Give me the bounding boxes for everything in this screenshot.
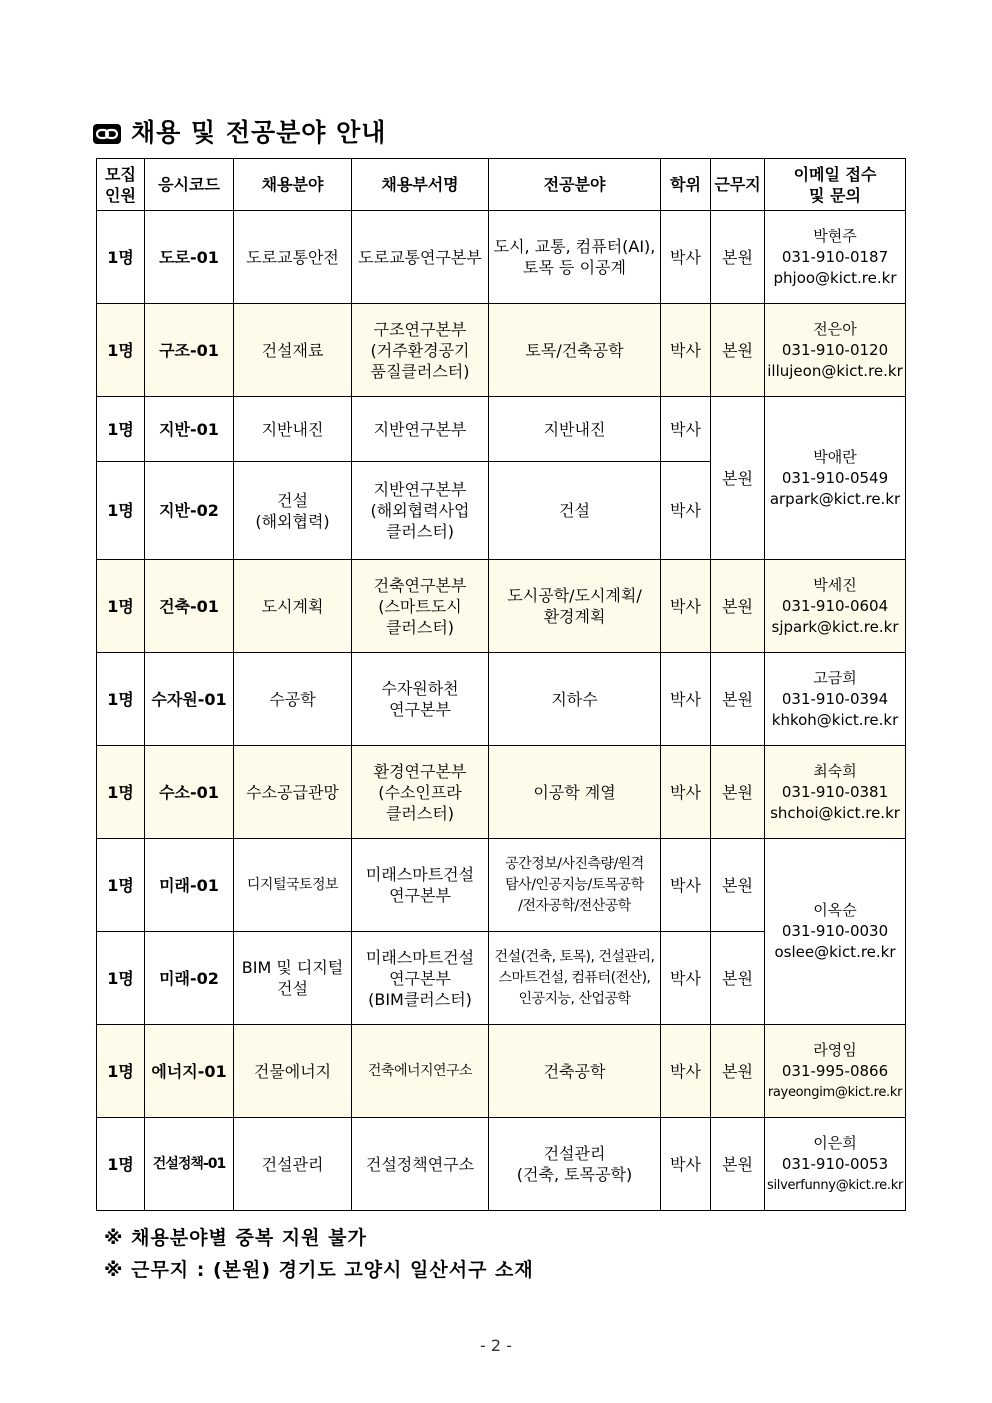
cell-count: 1명 — [97, 839, 145, 932]
cell-code: 미래-02 — [145, 932, 234, 1025]
cell-field: 건설재료 — [234, 304, 352, 397]
cell-count: 1명 — [97, 397, 145, 462]
header-degree: 학위 — [661, 159, 711, 211]
cell-location: 본원 — [711, 304, 765, 397]
cell-field: 건설 (해외협력) — [234, 462, 352, 560]
cell-degree: 박사 — [661, 462, 711, 560]
contact-email[interactable]: arpark@kict.re.kr — [769, 489, 901, 508]
cell-code: 지반-01 — [145, 397, 234, 462]
cell-location: 본원 — [711, 932, 765, 1025]
cell-degree: 박사 — [661, 746, 711, 839]
cell-field: 수공학 — [234, 653, 352, 746]
cell-field: 건설관리 — [234, 1118, 352, 1211]
header-count: 모집 인원 — [97, 159, 145, 211]
cell-contact-merged: 박애란 031-910-0549 arpark@kict.re.kr — [765, 397, 906, 560]
cell-location: 본원 — [711, 1025, 765, 1118]
cell-field: 수소공급관망 — [234, 746, 352, 839]
cell-dept: 구조연구본부 (거주환경공기 품질클러스터) — [352, 304, 489, 397]
cell-dept: 미래스마트건설 연구본부 (BIM클러스터) — [352, 932, 489, 1025]
table-row — [97, 397, 906, 462]
cell-major: 지반내진 — [489, 397, 661, 462]
contact-email[interactable]: khkoh@kict.re.kr — [771, 710, 899, 729]
cell-dept: 건축에너지연구소 — [352, 1025, 489, 1118]
cell-major: 공간정보/사진측량/원격 탐사/인공지능/토목공학 /전자공학/전산공학 — [489, 839, 661, 932]
cell-code: 수자원-01 — [145, 653, 234, 746]
cell-contact: 최숙희 031-910-0381 shchoi@kict.re.kr — [765, 746, 906, 839]
cell-code: 수소-01 — [145, 746, 234, 839]
cell-field: 도시계획 — [234, 560, 352, 653]
cell-location: 본원 — [711, 560, 765, 653]
cell-contact: 전은아 031-910-0120 illujeon@kict.re.kr — [765, 304, 906, 397]
cell-major: 도시, 교통, 컴퓨터(AI), 토목 등 이공계 — [489, 211, 661, 304]
cell-contact: 이은희 031-910-0053 silverfunny@kict.re.kr — [765, 1118, 906, 1211]
cell-location: 본원 — [711, 839, 765, 932]
cell-count: 1명 — [97, 211, 145, 304]
cell-contact: 박세진 031-910-0604 sjpark@kict.re.kr — [765, 560, 906, 653]
table-row — [97, 839, 906, 932]
contact-email[interactable]: rayeongim@kict.re.kr — [767, 1084, 903, 1100]
cell-dept: 지반연구본부 — [352, 397, 489, 462]
cell-code: 구조-01 — [145, 304, 234, 397]
table-row — [97, 1118, 906, 1211]
table-row — [97, 304, 906, 397]
cell-code: 건축-01 — [145, 560, 234, 653]
notes — [104, 1222, 534, 1286]
note-location: ※ 근무지 : (본원) 경기도 고양시 일산서구 소재 — [104, 1259, 534, 1281]
contact-email[interactable]: shchoi@kict.re.kr — [770, 803, 900, 822]
cell-major: 토목/건축공학 — [489, 304, 661, 397]
cell-degree: 박사 — [661, 653, 711, 746]
header-field: 채용분야 — [234, 159, 352, 211]
cell-code: 미래-01 — [145, 839, 234, 932]
cell-count: 1명 — [97, 746, 145, 839]
note-duplicate: ※ 채용분야별 중복 지원 불가 — [104, 1227, 367, 1249]
cell-dept: 건설정책연구소 — [352, 1118, 489, 1211]
header-contact: 이메일 접수 및 문의 — [765, 159, 906, 211]
cell-dept: 환경연구본부 (수소인프라 클러스터) — [352, 746, 489, 839]
cell-location: 본원 — [711, 746, 765, 839]
cell-degree: 박사 — [661, 211, 711, 304]
cell-code: 지반-02 — [145, 462, 234, 560]
contact-email[interactable]: silverfunny@kict.re.kr — [766, 1177, 903, 1193]
cell-dept: 도로교통연구본부 — [352, 211, 489, 304]
table-row — [97, 1025, 906, 1118]
header-major: 전공분야 — [489, 159, 661, 211]
cell-major: 건설(건축, 토목), 건설관리, 스마트건설, 컴퓨터(전산), 인공지능, 산업공학 — [489, 932, 661, 1025]
cell-contact: 고금희 031-910-0394 khkoh@kict.re.kr — [765, 653, 906, 746]
cell-location-merged: 본원 — [711, 397, 765, 560]
cell-degree: 박사 — [661, 304, 711, 397]
cell-degree: 박사 — [661, 932, 711, 1025]
cell-field: 지반내진 — [234, 397, 352, 462]
cell-major: 지하수 — [489, 653, 661, 746]
contact-email[interactable]: illujeon@kict.re.kr — [767, 361, 903, 380]
cell-count: 1명 — [97, 1118, 145, 1211]
cell-field: BIM 및 디지털 건설 — [234, 932, 352, 1025]
page-number: - 2 - — [480, 1336, 512, 1355]
cell-count: 1명 — [97, 304, 145, 397]
cell-major: 건설 — [489, 462, 661, 560]
cell-major: 건축공학 — [489, 1025, 661, 1118]
table-row — [97, 211, 906, 304]
cell-code: 도로-01 — [145, 211, 234, 304]
cell-major: 건설관리 (건축, 토목공학) — [489, 1118, 661, 1211]
link-icon — [93, 121, 121, 141]
cell-count: 1명 — [97, 653, 145, 746]
cell-field: 건물에너지 — [234, 1025, 352, 1118]
header-dept: 채용부서명 — [352, 159, 489, 211]
cell-dept: 미래스마트건설 연구본부 — [352, 839, 489, 932]
cell-degree: 박사 — [661, 1025, 711, 1118]
heading-text: 채용 및 전공분야 안내 — [131, 118, 387, 147]
cell-major: 도시공학/도시계획/ 환경계획 — [489, 560, 661, 653]
cell-dept: 건축연구본부 (스마트도시 클러스터) — [352, 560, 489, 653]
cell-contact: 박현주 031-910-0187 phjoo@kict.re.kr — [765, 211, 906, 304]
cell-degree: 박사 — [661, 397, 711, 462]
section-heading — [93, 114, 386, 148]
contact-email[interactable]: phjoo@kict.re.kr — [773, 268, 897, 287]
cell-count: 1명 — [97, 1025, 145, 1118]
contact-email[interactable]: oslee@kict.re.kr — [774, 943, 896, 961]
recruitment-table — [96, 158, 906, 1211]
cell-count: 1명 — [97, 932, 145, 1025]
cell-code: 건설정책-01 — [145, 1118, 234, 1211]
cell-contact: 라영임 031-995-0866 rayeongim@kict.re.kr — [765, 1025, 906, 1118]
cell-code: 에너지-01 — [145, 1025, 234, 1118]
cell-dept: 지반연구본부 (해외협력사업 클러스터) — [352, 462, 489, 560]
cell-count: 1명 — [97, 560, 145, 653]
cell-field: 도로교통안전 — [234, 211, 352, 304]
cell-major: 이공학 계열 — [489, 746, 661, 839]
cell-location: 본원 — [711, 211, 765, 304]
cell-dept: 수자원하천 연구본부 — [352, 653, 489, 746]
table-header-row — [97, 159, 906, 211]
contact-email[interactable]: sjpark@kict.re.kr — [771, 617, 899, 636]
cell-degree: 박사 — [661, 839, 711, 932]
table-row — [97, 746, 906, 839]
cell-contact-merged: 이옥순 031-910-0030 oslee@kict.re.kr — [765, 839, 906, 1025]
header-location: 근무지 — [711, 159, 765, 211]
cell-location: 본원 — [711, 1118, 765, 1211]
table-row — [97, 653, 906, 746]
cell-field: 디지털국토정보 — [234, 839, 352, 932]
table-row — [97, 560, 906, 653]
cell-count: 1명 — [97, 462, 145, 560]
header-code: 응시코드 — [145, 159, 234, 211]
cell-degree: 박사 — [661, 1118, 711, 1211]
cell-degree: 박사 — [661, 560, 711, 653]
cell-location: 본원 — [711, 653, 765, 746]
